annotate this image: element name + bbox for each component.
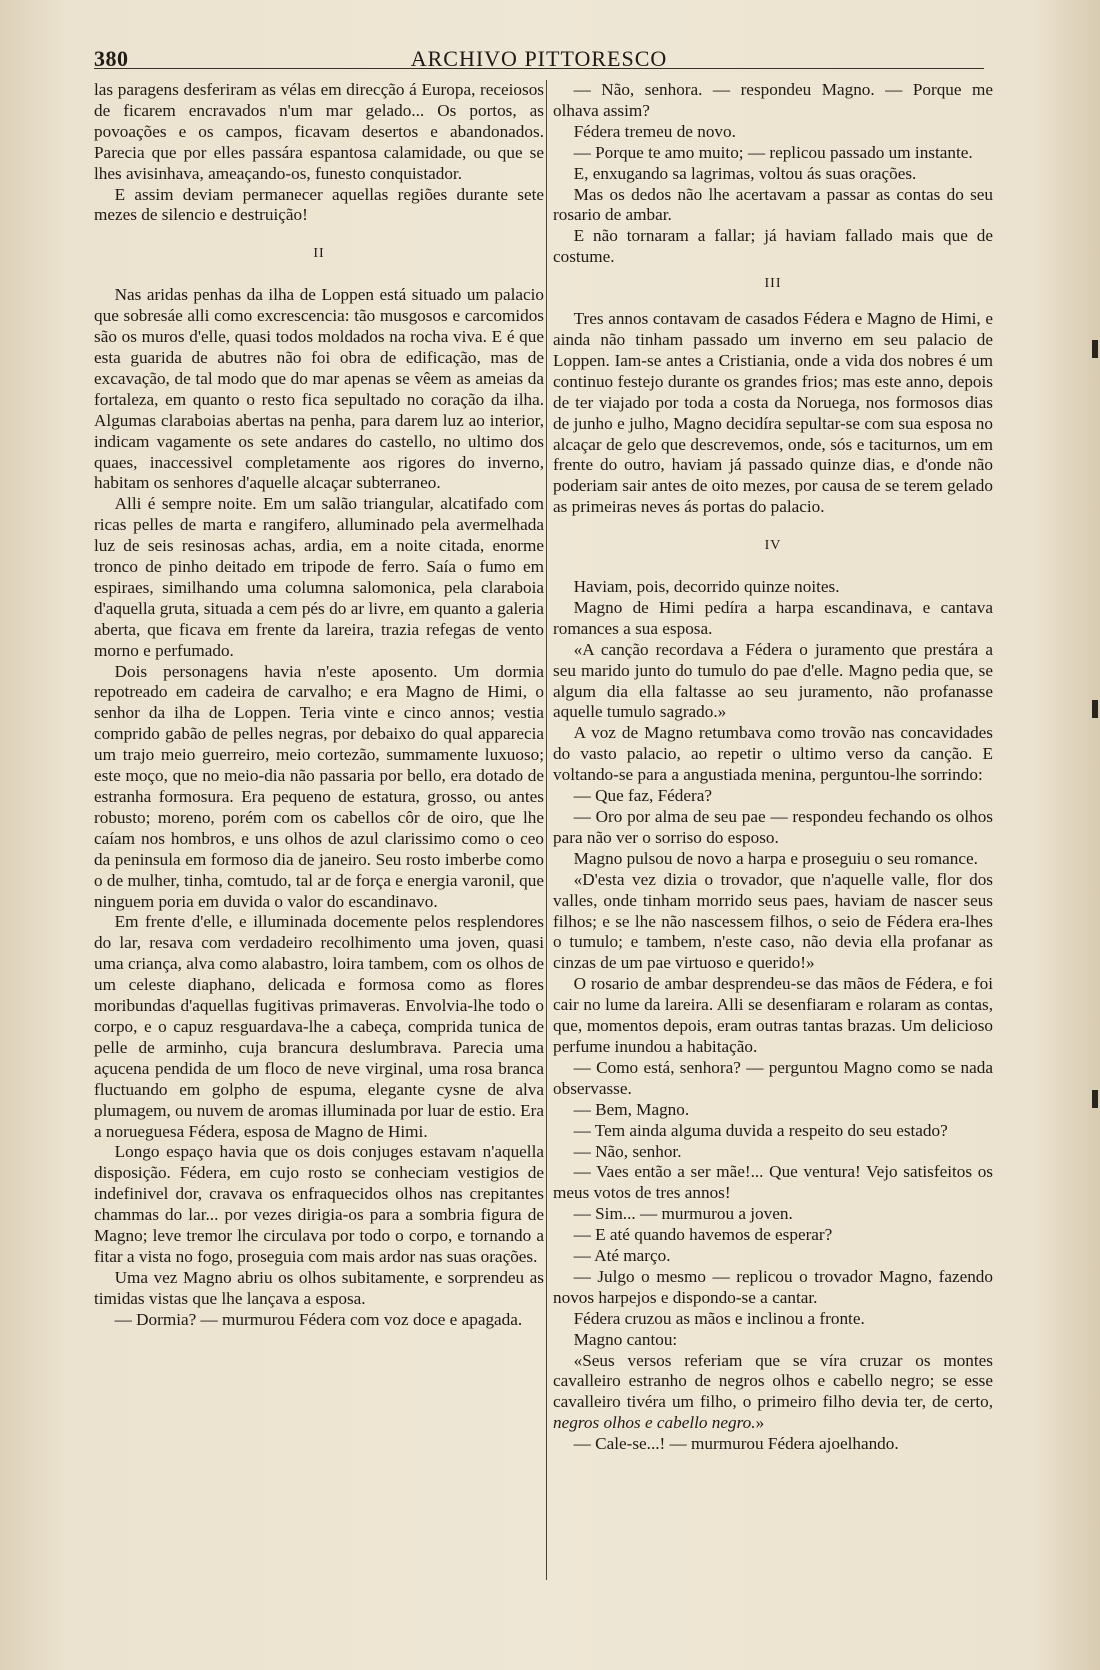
section-heading-iii: III (764, 276, 782, 292)
paragraph: E, enxugando sa lagrimas, voltou ás suas orações. (573, 163, 917, 183)
paragraph: Nas aridas penhas da ilha de Loppen está situado um palacio que sobresáe alli como excrescencia: tão musgosos e carcomidos são os muros d'elle, quasi todos moldados na rocha viva. E é que esta guarida de abutres não foi obra de edificação, mas de excavação, de tal modo que do mar apenas se vêem as ameias da fortaleza, em quanto o resto fica sepultado no coração da ilha. Algumas claraboias abertas na penha, para darem luz ao interior, indicam vagamente os sete andares do castello, no ultimo dos quaes, inaccessivel completamente aos rigores do inverno, habitam os senhores d'aquelle alcaçar subterraneo. (94, 285, 544, 493)
binding-mark (1092, 1090, 1098, 1108)
paragraph: Fédera cruzou as mãos e inclinou a fronte. (573, 1308, 865, 1328)
paragraph: Magno de Himi pedíra a harpa escandinava, e cantava romances a sua esposa. (553, 597, 993, 638)
right-column (553, 80, 993, 1580)
dialogue-line: — Que faz, Fédera? (573, 786, 713, 806)
paragraph: Longo espaço havia que os dois conjuges estavam n'aquella disposição. Fédera, em cujo rosto se conheciam vestigios de indefinivel dor, cravava os enfraquecidos olhos nas crepitantes chammas do lar... por vezes dirigia-os para a sombria figura de Magno; leve tremor lhe circulava por todo o corpo, e tornando a fitar a vista no fogo, proseguia com mais ardor nas suas orações. (94, 1142, 544, 1266)
paragraph: Alli é sempre noite. Em um salão triangular, alcatifado com ricas pelles de marta e rangifero, alluminado pela avermelhada luz de seis resinosas achas, ardia, em a noite citada, enorme tronco de pinho deitado em tripode de ferro. Saía o fumo em espiraes, similhando uma columna salomonica, pela claraboia d'aquella gruta, situada a cem pés do ar livre, em quanto a galeria aberta, que ficava em frente da lareira, trazia refegas de vento morno e perfumado. (94, 494, 544, 660)
page-number: 380 (94, 46, 129, 71)
dialogue-line: — Sim... — murmurou a joven. (573, 1204, 793, 1224)
paragraph: O rosario de ambar desprendeu-se das mãos de Fédera, e foi cair no lume da lareira. Alli se desenfiaram e rolaram as contas, que, momentos depois, eram outras tantas brazas. Um delicioso perfume inundou a habitação. (553, 974, 993, 1056)
song-text-italic: negros olhos e cabello negro. (553, 1413, 756, 1433)
binding-mark (1092, 700, 1098, 718)
dialogue-line: — Tem ainda alguma duvida a respeito do seu estado? (573, 1120, 948, 1140)
paragraph: Magno cantou: (573, 1329, 678, 1349)
paragraph: Mas os dedos não lhe acertavam a passar as contas do seu rosario de ambar. (553, 184, 993, 225)
dialogue-line: — Como está, senhora? — perguntou Magno como se nada observasse. (553, 1057, 993, 1098)
dialogue-line: — Julgo o mesmo — replicou o trovador Magno, fazendo novos harpejos e dispondo-se a cantar. (553, 1266, 993, 1307)
paragraph: A voz de Magno retumbava como trovão nas concavidades do vasto palacio, ao repetir o ultimo verso da canção. E voltando-se para a angustiada menina, perguntou-lhe sorrindo: (553, 723, 993, 785)
dialogue-line: — E até quando havemos de esperar? (573, 1225, 833, 1245)
song-text-close: » (755, 1413, 765, 1433)
column-divider (546, 80, 547, 1580)
dialogue-line: — Não, senhor. (573, 1141, 682, 1161)
paragraph: Em frente d'elle, e illuminada docemente pelos resplendores do lar, resava com verdadeiro recolhimento uma joven, quasi uma criança, alva como alabastro, loira tambem, com os olhos de um celeste diaphano, delicada e formosa como as flores moribundas d'aquellas fugitivas primaveras. Envolvia-lhe todo o corpo, e o capuz resguardava-lhe a cabeça, comprida tunica de pelle de arminho, cuja brancura deslumbrava. Parecia uma açucena pendida de um floco de neve virginal, uma rosa branca fluctuando em golpho de espuma, elegante cysne de alva plumagem, ou nuvem de aromas illuminada por luar de estio. Era a norueguesa Fédera, esposa de Magno de Himi. (94, 912, 544, 1141)
dialogue-line: — Vaes então a ser mãe!... Que ventura! Vejo satisfeitos os meus votos de tres annos! (553, 1162, 993, 1203)
paragraph: Uma vez Magno abriu os olhos subitamente, e sorprendeu as timidas vistas que lhe lançava a esposa. (94, 1267, 544, 1308)
paragraph: Tres annos contavam de casados Fédera e Magno de Himi, e ainda não tinham passado um inverno em seu palacio de Loppen. Iam-se antes a Cristiania, onde a vida dos nobres é um continuo festejo durante os grandes frios; mas este anno, depois de ter viajado por toda a costa da Noruega, nos formosos dias de junho e julho, Magno decidíra sepultar-se com sua esposa no alcaçar de gelo que descrevemos, onde, sós e taciturnos, um em frente do outro, haviam já passado quinze dias, e d'onde não poderiam sair antes de oito mezes, por causa de se terem gelado as primeiras neves ás portas do palacio. (553, 309, 993, 517)
song-text: «Seus versos referiam que se víra cruzar os montes cavalleiro estranho de negros olhos e cabello negro; se esse cavalleiro tivéra um filho, o primeiro filho devia ter, de certo, (553, 1350, 993, 1412)
paragraph: Fédera tremeu de novo. (573, 121, 736, 141)
left-column (94, 80, 544, 1580)
dialogue-line: — Bem, Magno. (573, 1099, 690, 1119)
section-heading-ii: II (313, 246, 325, 262)
paragraph: Magno pulsou de novo a harpa e proseguiu o seu romance. (573, 848, 978, 868)
paragraph: las paragens desferiram as vélas em direcção á Europa, receiosos de ficarem encravados n'um mar gelado... Os portos, as povoações e os campos, ficavam desertos e abandonados. Parecia que por elles passára espantosa calamidade, ou que se lhes avisinhava, ameaçando-os, funesto conquistador. (94, 80, 544, 183)
paragraph: Haviam, pois, decorrido quinze noites. (573, 577, 840, 597)
page-header (94, 42, 984, 74)
paragraph: E não tornaram a fallar; já haviam fallado mais que de costume. (553, 226, 993, 267)
dialogue-line: — Até março. (573, 1246, 671, 1266)
dialogue-line: — Oro por alma de seu pae — respondeu fechando os olhos para não ver o sorriso do esposo. (553, 807, 993, 847)
dialogue-line: — Dormia? — murmurou Fédera com voz doce e apagada. (114, 1309, 523, 1329)
running-title: ARCHIVO PITTORESCO (410, 46, 668, 71)
dialogue-line: — Não, senhora. — respondeu Magno. — Porque me olhava assim? (553, 80, 993, 120)
dialogue-line: — Cale-se...! — murmurou Fédera ajoelhando. (573, 1434, 899, 1454)
section-heading-iv: IV (764, 538, 782, 554)
paragraph: «A canção recordava a Fédera o juramento que prestára a seu marido junto do tumulo do pae d'elle. Magno pedia que, se algum dia ella faltasse ao seu juramento, não profanasse aquelle tumulo sagrado.» (553, 639, 993, 722)
header-rule (94, 68, 984, 69)
paragraph: «D'esta vez dizia o trovador, que n'aquelle valle, flor dos valles, onde tinham morrido seus paes, haviam de nascer seus filhos; e se lhe não nascessem filhos, o seio de Fédera era-lhes o tumulo; e tambem, n'este caso, não devia ella profanar as cinzas de um pae virtuoso e querido!» (553, 869, 993, 973)
paragraph: E assim deviam permanecer aquellas regiões durante sete mezes de silencio e destruição! (94, 184, 544, 225)
dialogue-line: — Porque te amo muito; — replicou passado um instante. (573, 142, 973, 162)
binding-mark (1092, 340, 1098, 358)
paragraph (553, 1351, 993, 1435)
paragraph: Dois personagens havia n'este aposento. Um dormia repotreado em cadeira de carvalho; e era Magno de Himi, o senhor da ilha de Loppen. Teria vinte e cinco annos; vestia comprido gabão de pelles negras, por debaixo do qual apparecia um trajo meio guerreiro, meio cortezão, summamente luxuoso; este moço, que no meio-dia não passaria por bello, era dotado de estranha formosura. Era pequeno de estatura, grosso, ou antes robusto; moreno, porém com os cabellos côr de oiro, que lhe caíam nos hombros, e uns olhos de azul clarissimo como o ceo da peninsula em formoso dia de janeiro. Seu rosto imberbe como o de mulher, tinha, comtudo, tal ar de força e energia varonil, que ninguem poria em duvida o valor do escandinavo. (94, 661, 544, 911)
